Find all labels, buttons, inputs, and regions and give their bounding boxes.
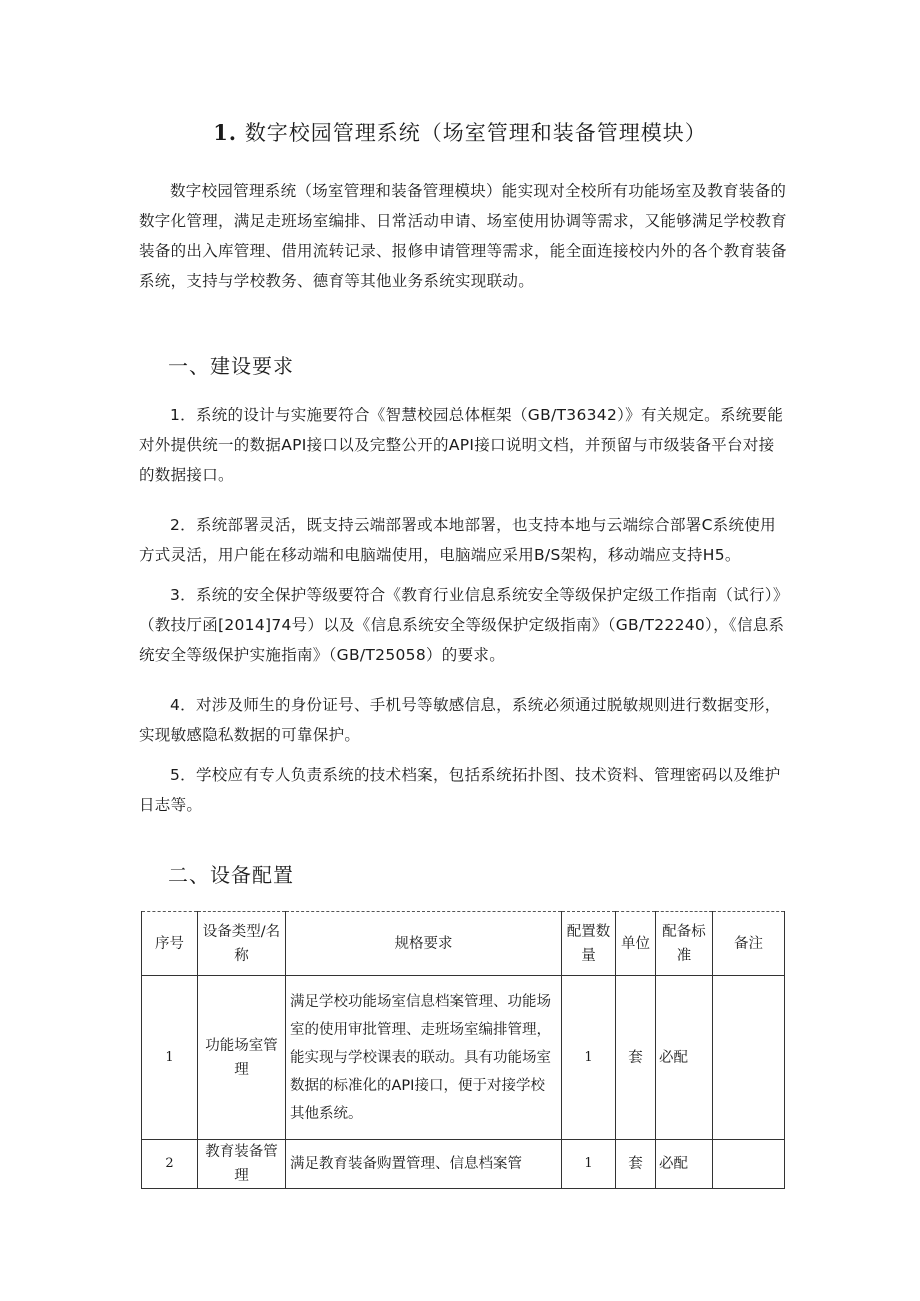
row-no: 1 [142, 976, 198, 1140]
row-spec: 满足教育装备购置管理、信息档案管 [286, 1140, 562, 1189]
section-heading-requirements: 一、建设要求 [168, 354, 294, 378]
row-std: 必配 [656, 976, 713, 1140]
row-no: 2 [142, 1140, 198, 1189]
title-number: 1. [213, 120, 238, 145]
header-unit: 单位 [616, 912, 656, 976]
row-qty: 1 [562, 976, 616, 1140]
table-row [142, 976, 785, 1140]
header-remark: 备注 [713, 912, 785, 976]
section-heading-equipment: 二、设备配置 [168, 863, 294, 887]
equipment-table [141, 911, 785, 1189]
intro-paragraph: 数字校园管理系统（场室管理和装备管理模块）能实现对全校所有功能场室及教育装备的数字化管理，满足走班场室编排、日常活动申请、场室使用协调等需求，又能够满足学校教育装备的出入库管理、借用流转记录、报修申请管理等需求，能全面连接校内外的各个教育装备系统，支持与学校教务、德育等其他业务系统实现联动。 [139, 182, 787, 290]
requirement-item: 4．对涉及师生的身份证号、手机号等敏感信息，系统必须通过脱敏规则进行数据变形，实现敏感隐私数据的可靠保护。 [139, 696, 781, 744]
header-std: 配备标准 [656, 912, 713, 976]
row-remark [713, 976, 785, 1140]
table-header-row [142, 912, 785, 976]
row-remark [713, 1140, 785, 1189]
title-text: 数字校园管理系统（场室管理和装备管理模块） [244, 121, 707, 145]
row-name: 教育装备管理 [198, 1140, 286, 1189]
header-spec: 规格要求 [286, 912, 562, 976]
header-type: 设备类型/名称 [198, 912, 286, 976]
row-std: 必配 [656, 1140, 713, 1189]
header-qty: 配置数量 [562, 912, 616, 976]
requirement-item: 2．系统部署灵活，既支持云端部署或本地部署，也支持本地与云端综合部署C系统使用方式灵活，用户能在移动端和电脑端使用，电脑端应采用B/S架构，移动端应支持H5。 [139, 516, 776, 564]
row-unit: 套 [616, 976, 656, 1140]
row-name: 功能场室管理 [198, 976, 286, 1140]
header-no: 序号 [142, 912, 198, 976]
table-row [142, 1140, 785, 1189]
document-title [0, 117, 920, 147]
row-spec: 满足学校功能场室信息档案管理、功能场室的使用审批管理、走班场室编排管理，能实现与学校课表的联动。具有功能场室数据的标准化的API接口，便于对接学校其他系统。 [286, 976, 562, 1140]
requirement-item: 3．系统的安全保护等级要符合《教育行业信息系统安全等级保护定级工作指南（试行）》（教技厅函[2014]74号）以及《信息系统安全等级保护定级指南》（GB/T22240），《信息系统安全等级保护实施指南》（GB/T25058）的要求。 [139, 586, 789, 664]
requirement-item: 5．学校应有专人负责系统的技术档案，包括系统拓扑图、技术资料、管理密码以及维护日志等。 [139, 766, 781, 814]
row-unit: 套 [616, 1140, 656, 1189]
requirement-item: 1．系统的设计与实施要符合《智慧校园总体框架（GB/T36342）》有关规定。系统要能对外提供统一的数据API接口以及完整公开的API接口说明文档，并预留与市级装备平台对接的数据接口。 [139, 406, 784, 484]
row-qty: 1 [562, 1140, 616, 1189]
